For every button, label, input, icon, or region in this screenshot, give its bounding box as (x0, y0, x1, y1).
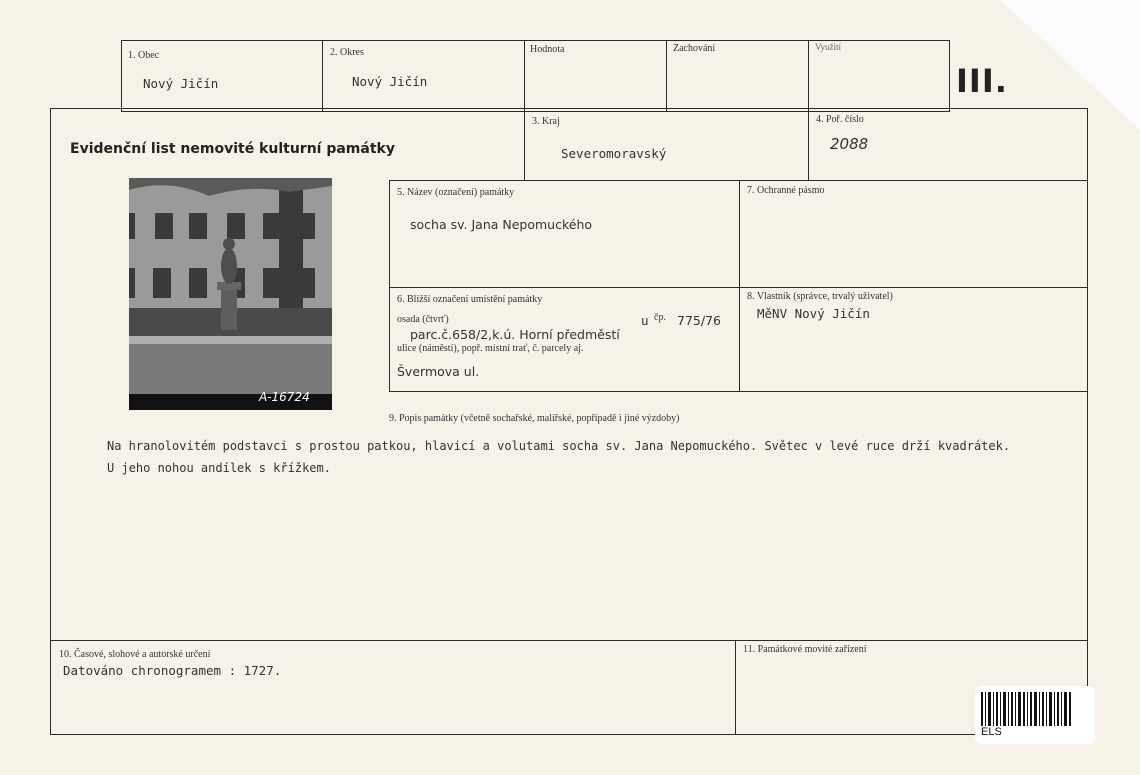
por-cislo-value: 2088 (830, 135, 869, 153)
popis-line-2: U jeho nohou andílek s křížkem. (107, 461, 331, 475)
okres-value: Nový Jičín (352, 74, 428, 89)
hodnota-label: Hodnota (530, 44, 565, 55)
vlastnik-label: 8. Vlastník (správce, trvalý uživatel) (747, 291, 893, 302)
monument-photo (129, 178, 332, 410)
vyuziti-label: Využití (815, 42, 841, 52)
umisteni-label: 6. Bližší označení umístění památky (397, 294, 543, 305)
barcode-icon (979, 692, 1091, 728)
movite-label: 11. Památkové movité zařízení (743, 644, 867, 655)
zachovani-label: Zachování (673, 43, 716, 54)
kraj-label: 3. Kraj (532, 116, 560, 127)
cp-value: 775/76 (677, 313, 721, 328)
cp-label: čp. (654, 312, 666, 323)
por-cislo-label: 4. Poř. číslo (816, 114, 864, 125)
popis-label: 9. Popis památky (včetně sochařské, malířské, popřípadě i jiné výzdoby) (389, 413, 680, 424)
cp-prefix: u (641, 313, 649, 328)
kraj-value: Severomoravský (561, 146, 667, 161)
vlastnik-value: MěNV Nový Jičín (757, 306, 870, 321)
form-title: Evidenční list nemovité kulturní památky (70, 141, 395, 157)
photo-caption: A-16724 (259, 390, 310, 404)
obec-label: 1. Obec (128, 50, 160, 61)
ulice-label: ulice (náměstí), popř. místní trať, č. parcely aj. (397, 343, 584, 354)
nazev-value: socha sv. Jana Nepomuckého (410, 217, 593, 232)
casove-value: Datováno chronogramem : 1727. (63, 663, 282, 678)
ochranne-pasmo-label: 7. Ochranné pásmo (747, 185, 825, 196)
casove-label: 10. Časové, slohové a autorské určení (59, 649, 211, 660)
class-mark: III. (956, 62, 1008, 100)
obec-value: Nový Jičín (143, 76, 219, 91)
ulice-value: Švermova ul. (397, 364, 480, 379)
popis-line-1: Na hranolovitém podstavci s prostou patkou, hlavicí a volutami socha sv. Jana Nepomuckého. Světec v levé ruce drží kvadrátek. (107, 439, 1011, 453)
nazev-label: 5. Název (označení) památky (397, 187, 515, 198)
osada-value: parc.č.658/2,k.ú. Horní předměstí (410, 327, 620, 342)
okres-label: 2. Okres (330, 47, 364, 58)
osada-label: osada (čtvrť) (397, 314, 449, 325)
barcode-sticker (975, 686, 1095, 744)
barcode-text: ELS (981, 726, 1002, 738)
